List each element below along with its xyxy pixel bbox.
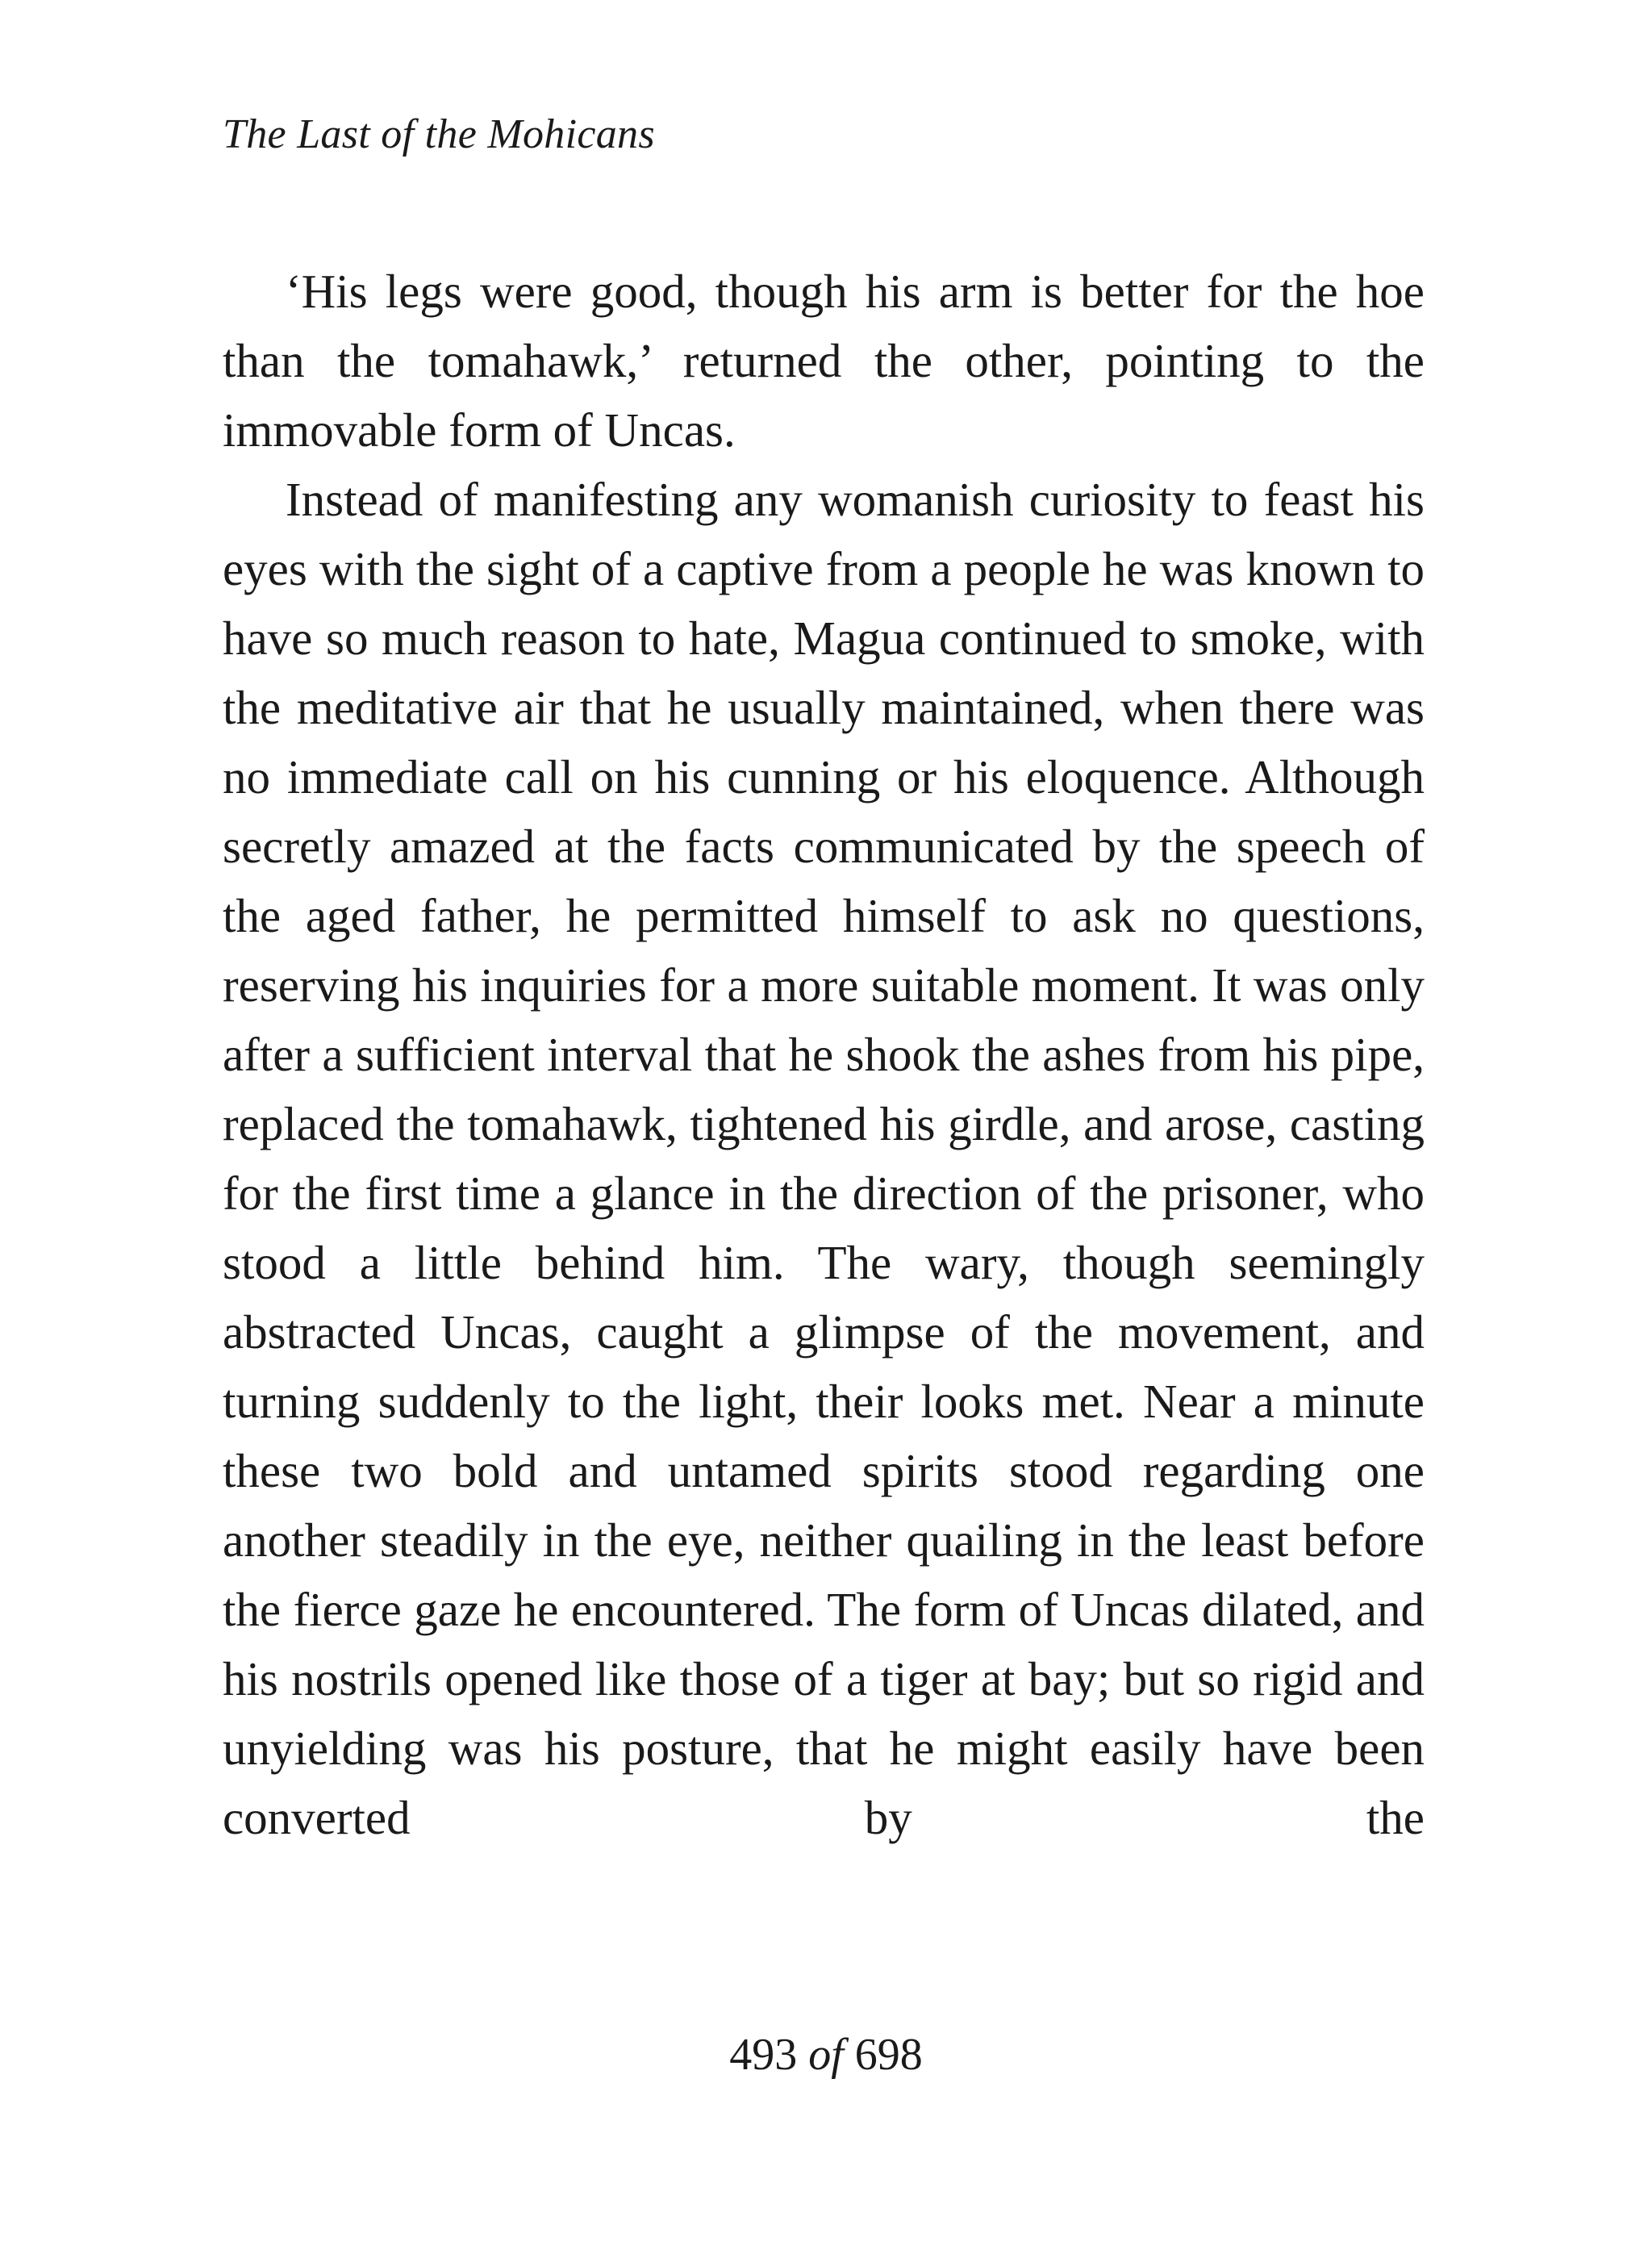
body-text (223, 257, 1425, 1852)
total-page-count: 698 (854, 2030, 923, 2080)
page-number (0, 2027, 1652, 2083)
paragraph: ‘His legs were good, though his arm is better for the hoe than the tomahawk,’ returned the other, pointing to the immovable form of Uncas. (223, 265, 1425, 457)
page-number-separator: of (808, 2030, 844, 2080)
current-page-number: 493 (729, 2030, 798, 2080)
running-header-title: The Last of the Mohicans (223, 111, 655, 157)
paragraph: Instead of manifesting any womanish curiosity to feast his eyes with the sight of a captive from a people he was known to have so much reason to hate, Magua continued to smoke, with the meditative air that he usually maintained, when there was no immediate call on his cunning or his eloquence. Although secretly amazed at the facts communicated by the speech of the aged father, he permitted himself to ask no questions, reserving his inquiries for a more suitable moment. It was only after a sufficient interval that he shook the ashes from his pipe, replaced the tomahawk, tightened his girdle, and arose, casting for the first time a glance in the direction of the prisoner, who stood a little behind him. The wary, though seemingly abstracted Uncas, caught a glimpse of the movement, and turning suddenly to the light, their looks met. Near a minute these two bold and untamed spirits stood regarding one another steadily in the eye, neither quailing in the least before the fierce gaze he encountered. The form of Uncas dilated, and his nostrils opened like those of a tiger at bay; but so rigid and unyielding was his posture, that he might easily have been converted by the (223, 473, 1425, 1844)
